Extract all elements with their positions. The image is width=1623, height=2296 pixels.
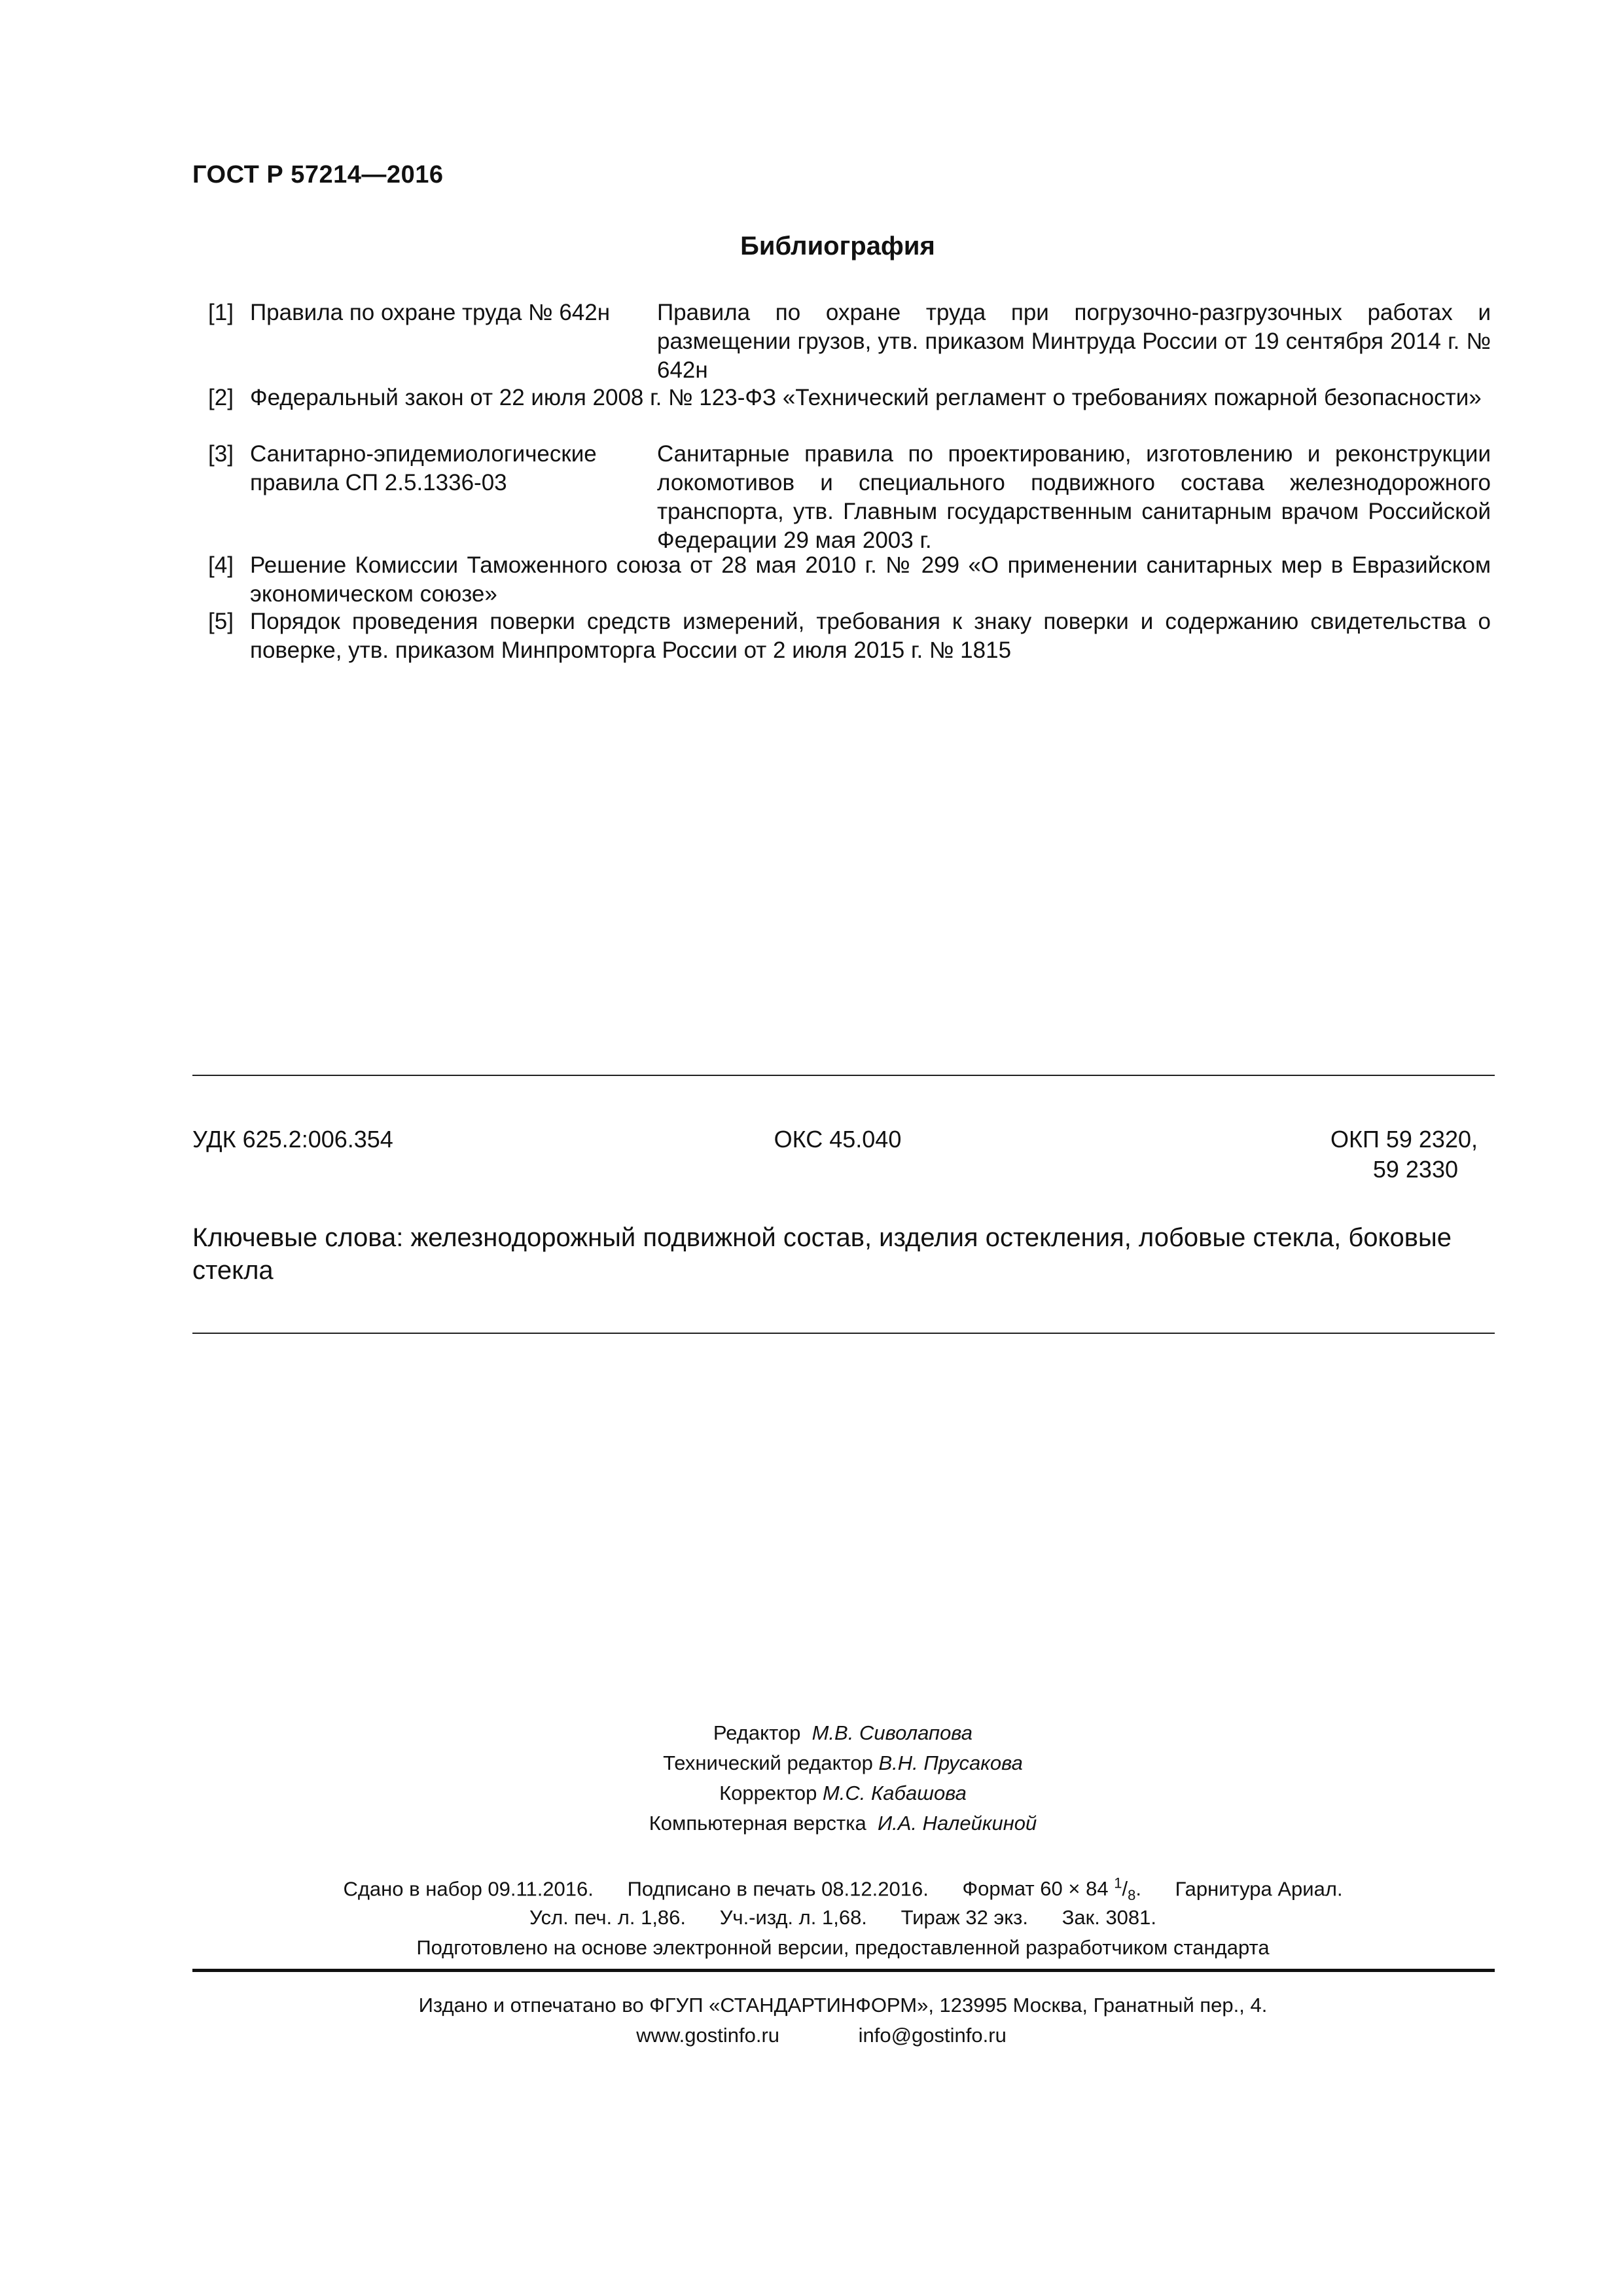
okp-line-1: ОКП 59 2320,: [1330, 1126, 1478, 1153]
entry-short-title: Правила по охране труда № 642н: [250, 300, 611, 325]
imprint-print-line: [0, 1871, 1623, 1909]
tech-editor-name: В.Н. Прусакова: [878, 1751, 1023, 1774]
bibliography-entry: [208, 551, 1491, 609]
entry-short-title: Санитарно-эпидемиологические правила СП 2.5.1336-03: [250, 441, 597, 495]
signed-date: Подписано в печать 08.12.2016.: [627, 1877, 929, 1901]
corrector-label: Корректор: [719, 1782, 817, 1804]
standard-id: ГОСТ Р 57214—2016: [192, 161, 444, 188]
email-link[interactable]: info@gostinfo.ru: [858, 2024, 1007, 2047]
entry-full-text: Решение Комиссии Таможенного союза от 28 мая 2010 г. № 299 «О применении санитарных мер в Евразийском экономическом союзе»: [250, 552, 1491, 607]
imprint-corrector: [0, 1780, 1623, 1806]
oks-code: ОКС 45.040: [774, 1126, 902, 1153]
editor-name: М.В. Сиволапова: [812, 1721, 973, 1744]
entry-description: Правила по охране труда при погрузочно-разгрузочных работах и размещении грузов, утв. приказом Минтруда России от 19 сентября 2014 г. № 642н: [657, 300, 1491, 383]
prepared-note: Подготовлено на основе электронной версии, предоставленной разработчиком стандарта: [416, 1936, 1270, 1959]
bibliography-entry: [208, 607, 1491, 665]
entry-number: [1]: [208, 300, 234, 325]
website-link[interactable]: www.gostinfo.ru: [636, 2024, 780, 2047]
bibliography-entry: [208, 440, 1491, 555]
format-fraction-denominator: 8: [1128, 1887, 1136, 1904]
format-fraction-numerator: 1: [1114, 1875, 1122, 1892]
typeface: Гарнитура Ариал.: [1175, 1877, 1343, 1901]
print-run: Тираж 32 экз.: [901, 1906, 1028, 1929]
entry-full-text: Федеральный закон от 22 июля 2008 г. № 123-ФЗ «Технический регламент о требованиях пожарной безопасности»: [250, 385, 1482, 410]
entry-number: [2]: [208, 385, 234, 410]
entry-number: [5]: [208, 609, 234, 634]
publisher-info: Издано и отпечатано во ФГУП «СТАНДАРТИНФОРМ», 123995 Москва, Гранатный пер., 4.: [418, 1994, 1268, 2017]
divider-imprint: [192, 1969, 1495, 1972]
divider-bottom: [192, 1333, 1495, 1334]
publ-sheets: Уч.-изд. л. 1,68.: [719, 1906, 867, 1929]
corrector-name: М.С. Кабашова: [822, 1782, 967, 1804]
entry-number: [4]: [208, 552, 234, 578]
divider-top: [192, 1075, 1495, 1076]
bibliography-entry: [208, 298, 1491, 385]
bibliography-title: Библиография: [740, 232, 935, 260]
okp-line-2: 59 2330: [1372, 1156, 1458, 1183]
entry-description: Санитарные правила по проектированию, изготовлению и реконструкции локомотивов и специального подвижного состава железнодорожного транспорта, утв. Главным государственным санитарным врачом Российской Федерации 29 мая 2003 г.: [657, 441, 1491, 553]
layout-name: И.А. Налейкиной: [877, 1812, 1037, 1835]
editor-label: Редактор: [713, 1721, 801, 1744]
imprint-sheets-line: [0, 1905, 1623, 1931]
imprint-layout: [0, 1810, 1623, 1837]
layout-label: Компьютерная верстка: [649, 1812, 866, 1835]
imprint-tech-editor: [0, 1750, 1623, 1776]
print-sheets: Усл. печ. л. 1,86.: [529, 1906, 687, 1929]
typeset-date: Сдано в набор 09.11.2016.: [343, 1877, 594, 1901]
okp-code: [1330, 1124, 1478, 1185]
entry-full-text: Порядок проведения поверки средств измерений, требования к знаку поверки и содержанию свидетельства о поверке, утв. приказом Минпромторга России от 2 июля 2015 г. № 1815: [250, 609, 1491, 663]
udk-code: УДК 625.2:006.354: [192, 1126, 393, 1153]
format-prefix: Формат 60 × 84: [962, 1877, 1109, 1901]
tech-editor-label: Технический редактор: [663, 1751, 873, 1774]
order-number: Зак. 3081.: [1061, 1906, 1157, 1929]
keywords: Ключевые слова: железнодорожный подвижной состав, изделия остекления, лобовые стекла, боковые стекла: [192, 1223, 1452, 1285]
publisher-contacts: [0, 2022, 1623, 2049]
entry-number: [3]: [208, 441, 234, 467]
paper-format: Формат 60 × 84 $^1/_8$.: [962, 1875, 1141, 1904]
bibliography-entry: [208, 384, 1491, 441]
imprint-editor: [0, 1720, 1623, 1746]
